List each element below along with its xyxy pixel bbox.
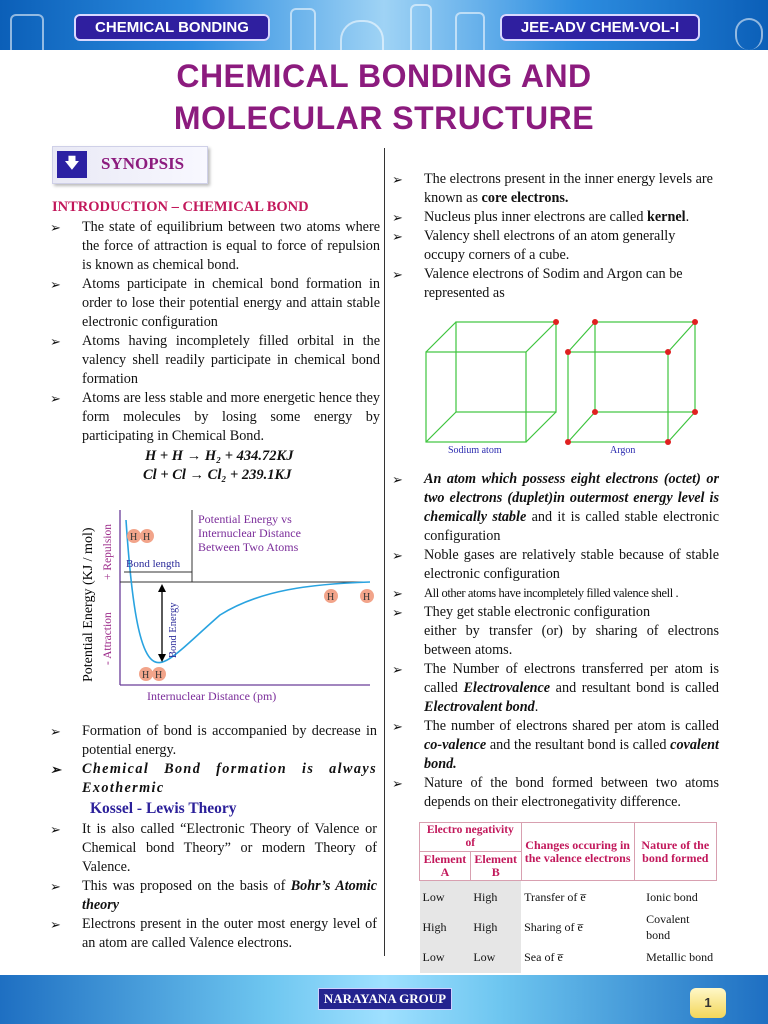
chapter-badge: CHEMICAL BONDING [74, 14, 270, 41]
table-cell: High [470, 908, 521, 946]
potential-energy-graph [70, 500, 390, 720]
table-cell: Sharing of e̅ [524, 920, 583, 934]
octet-tail: and it is called stable electronic configuration [424, 509, 719, 544]
table-cell: Covalent bond [646, 912, 690, 942]
list-item: ➢ Noble gases are relatively stable because of stable electronic configuration [392, 546, 719, 584]
list-item [392, 470, 719, 546]
graph-ylabel: Potential Energy (KJ / mol) [81, 527, 96, 682]
list-item [392, 717, 719, 774]
left-bullets-top [50, 218, 380, 446]
synopsis-box [52, 146, 208, 184]
bond-energy-arrowhead-up [158, 584, 166, 592]
list-item: ➢ Valency shell electrons of an atom generally occupy corners of a cube. [392, 227, 719, 265]
atom-label: H [142, 670, 150, 681]
list-item-continued: either by transfer (or) by sharing of electrons between atoms. [424, 623, 719, 658]
sodium-cube [426, 322, 556, 442]
valence-cubes-diagram [420, 316, 720, 456]
electrovalence-term: Electrovalence [463, 680, 551, 696]
bond-length-label: Bond length [126, 558, 181, 570]
page-number: 1 [690, 988, 726, 1018]
sodium-cube-label: Sodium atom [448, 445, 502, 456]
list-item: ➢ Electrons present in the outer most energy level of an atom are called Valence electrons. [50, 915, 377, 953]
list-item [50, 877, 377, 915]
exothermic-text: Chemical Bond formation is always Exothermic [82, 761, 377, 796]
bond-energy-label: Bond Energy [168, 602, 179, 658]
page-title-line2: MOLECULAR STRUCTURE [173, 100, 595, 136]
list-item: ➢ Atoms are less stable and more energetic hence they form molecules by losing some energy by participating in Chemical Bond. [50, 389, 380, 446]
graph-xlabel: Internuclear Distance (pm) [147, 689, 277, 703]
covalence-text: The number of electrons shared per atom is called [424, 718, 719, 734]
atom-label: H [130, 532, 138, 543]
list-item: ➢ All other atoms have incompletely filled valence shell . [392, 584, 719, 603]
atom-pair-repulsion [127, 529, 154, 543]
equation-chlorine: Cl + Cl → Cl₂ + 239.1KJ [143, 467, 292, 483]
bohr-theory-text: Bohr’s Atomic theory [82, 878, 378, 913]
table-cell: Low [420, 881, 471, 909]
list-item: ➢ Valence electrons of Sodim and Argon can be represented as [392, 265, 719, 303]
table-cell: Low [470, 946, 521, 973]
electrovalence-text: The Number of electrons transferred per atom is called [424, 661, 719, 696]
electronegativity-table [419, 822, 717, 973]
list-item: ➢ Formation of bond is accompanied by decrease in potential energy. [50, 722, 377, 760]
volume-badge: JEE-ADV CHEM-VOL-I [500, 14, 700, 41]
list-item: ➢ Atoms having incompletely filled orbital in the valency shell readily participate in chemical bond formation [50, 332, 380, 389]
table-row [420, 908, 717, 946]
atom-pair-bonded [139, 667, 166, 681]
table-cell: Low [420, 946, 471, 973]
table-header-changes: Changes occuring in the valence electrons [521, 823, 634, 881]
graph-ylabel-attraction: - Attraction [102, 612, 114, 665]
list-item [50, 760, 377, 798]
octet-text: An atom which possess eight electrons (octet) or two electrons (duplet)in outermost energy level is chemically stable [424, 471, 719, 525]
list-item: ➢ It is also called “Electronic Theory of Valence or Chemical bond Theory” or modern Theory of Valence. [50, 820, 377, 877]
list-item: ➢ The Number of electrons transferred per atom is called Electrovalence and resultant bond is called Electrovalent bond. [392, 660, 719, 717]
right-bullets-bottom [392, 470, 719, 812]
atom-label: H [143, 532, 151, 543]
table-header-a: Element A [420, 852, 471, 881]
table-cell: High [470, 881, 521, 909]
table-cell: Transfer of e̅ [524, 890, 586, 904]
left-bullets-bottom [50, 722, 377, 953]
graph-title-2: Internuclear Distance [198, 526, 301, 540]
list-item: ➢ The state of equilibrium between two atoms where the force of attraction is equal to force of repulsion is known as chemical bond. [50, 218, 380, 275]
table-header-b: Element B [470, 852, 521, 881]
section-heading: INTRODUCTION – CHEMICAL BOND [52, 199, 309, 215]
synopsis-label: SYNOPSIS [101, 154, 185, 173]
electron-dot [553, 319, 559, 325]
list-item: ➢ Atoms participate in chemical bond formation in order to lose their potential energy and attain stable electronic configuration [50, 275, 380, 332]
table-row [420, 946, 717, 973]
covalent-bond-term: covalent bond. [424, 737, 719, 772]
table-header-en: Electro negativity of [420, 823, 522, 852]
list-item [392, 170, 719, 208]
page-title-line1: CHEMICAL BONDING AND [176, 58, 592, 94]
list-item: ➢ Nucleus plus inner electrons are called kernel. [392, 208, 719, 227]
table-cell: Metallic bond [646, 950, 714, 964]
right-bullets-top [392, 170, 719, 303]
argon-electrons [565, 319, 698, 445]
kossel2-text: This was proposed on the basis of [82, 878, 291, 894]
down-arrow-icon: 🡇 [57, 151, 87, 178]
atom-label: H [363, 592, 371, 603]
argon-cube [568, 322, 695, 442]
graph-ylabel-repulsion: + Repulsion [102, 523, 114, 580]
electrovalent-bond-term: Electrovalent bond [424, 699, 535, 715]
atom-label: H [155, 670, 163, 681]
kernel-text: Nucleus plus inner electrons are called [424, 209, 647, 225]
covalence-mid: and the resultant bond is called [486, 737, 671, 753]
core-electron-text: The electrons present in the inner energy levels are known as [424, 171, 713, 206]
publisher-badge: NARAYANA GROUP [318, 988, 452, 1010]
atom-pair-separated [324, 589, 374, 603]
table-cell: High [420, 908, 471, 946]
kernel-term: kernel [646, 209, 686, 225]
table-row [420, 881, 717, 909]
list-item: ➢ Nature of the bond formed between two atoms depends on their electronegativity difference. [392, 774, 719, 812]
atom-label: H [327, 592, 335, 603]
table-cell: Sea of e̅ [524, 950, 563, 964]
graph-title-1: Potential Energy vs [198, 512, 292, 526]
electrovalence-mid: and resultant bond is called [550, 680, 719, 696]
covalence-term: co-valence [424, 737, 487, 753]
list-item: ➢ They get stable electronic configuration [392, 603, 719, 622]
table-header-nature: Nature of the bond formed [634, 823, 716, 881]
table-cell: Ionic bond [646, 890, 698, 904]
kossel-heading: Kossel - Lewis Theory [90, 800, 237, 817]
core-electrons-term: core electrons. [481, 190, 569, 206]
graph-title-3: Between Two Atoms [198, 540, 299, 554]
equation-hydrogen: H + H → H₂ + 434.72KJ [145, 448, 294, 464]
argon-cube-label: Argon [610, 445, 636, 456]
